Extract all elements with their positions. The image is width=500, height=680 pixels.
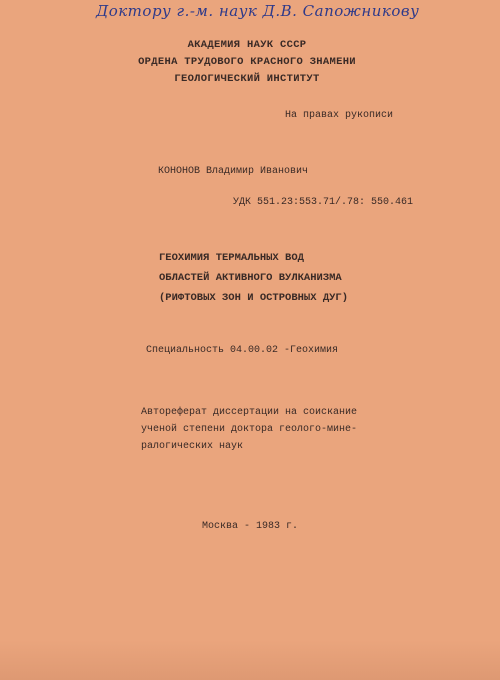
- paper-shading: [0, 640, 500, 680]
- specialty-line: Специальность 04.00.02 -Геохимия: [146, 345, 339, 356]
- abstract-line-1: Автореферат диссертации на соискание: [141, 407, 358, 418]
- institution-line-1: АКАДЕМИЯ НАУК СССР: [187, 39, 307, 51]
- dissertation-title: [159, 248, 348, 308]
- title-line-2: ОБЛАСТЕЙ АКТИВНОГО ВУЛКАНИЗМА: [159, 272, 342, 284]
- institution-header: [0, 37, 500, 88]
- handwritten-dedication: Доктору г.-м. наук Д.В. Сапожникову: [96, 2, 420, 20]
- author-name: КОНОНОВ Владимир Иванович: [158, 166, 309, 177]
- title-line-3: (РИФТОВЫХ ЗОН И ОСТРОВНЫХ ДУГ): [159, 292, 349, 304]
- abstract-description: [141, 404, 357, 455]
- rights-note: На правах рукописи: [285, 110, 394, 121]
- abstract-line-3: ралогических наук: [141, 441, 244, 452]
- institution-line-3: ГЕОЛОГИЧЕСКИЙ ИНСТИТУТ: [174, 73, 320, 85]
- udc-code: УДК 551.23:553.71/.78: 550.461: [233, 197, 414, 208]
- title-line-1: ГЕОХИМИЯ ТЕРМАЛЬНЫХ ВОД: [159, 252, 304, 264]
- place-and-year: Москва - 1983 г.: [202, 521, 299, 532]
- abstract-line-2: ученой степени доктора геолого-мине-: [141, 424, 358, 435]
- institution-line-2: ОРДЕНА ТРУДОВОГО КРАСНОГО ЗНАМЕНИ: [138, 56, 356, 68]
